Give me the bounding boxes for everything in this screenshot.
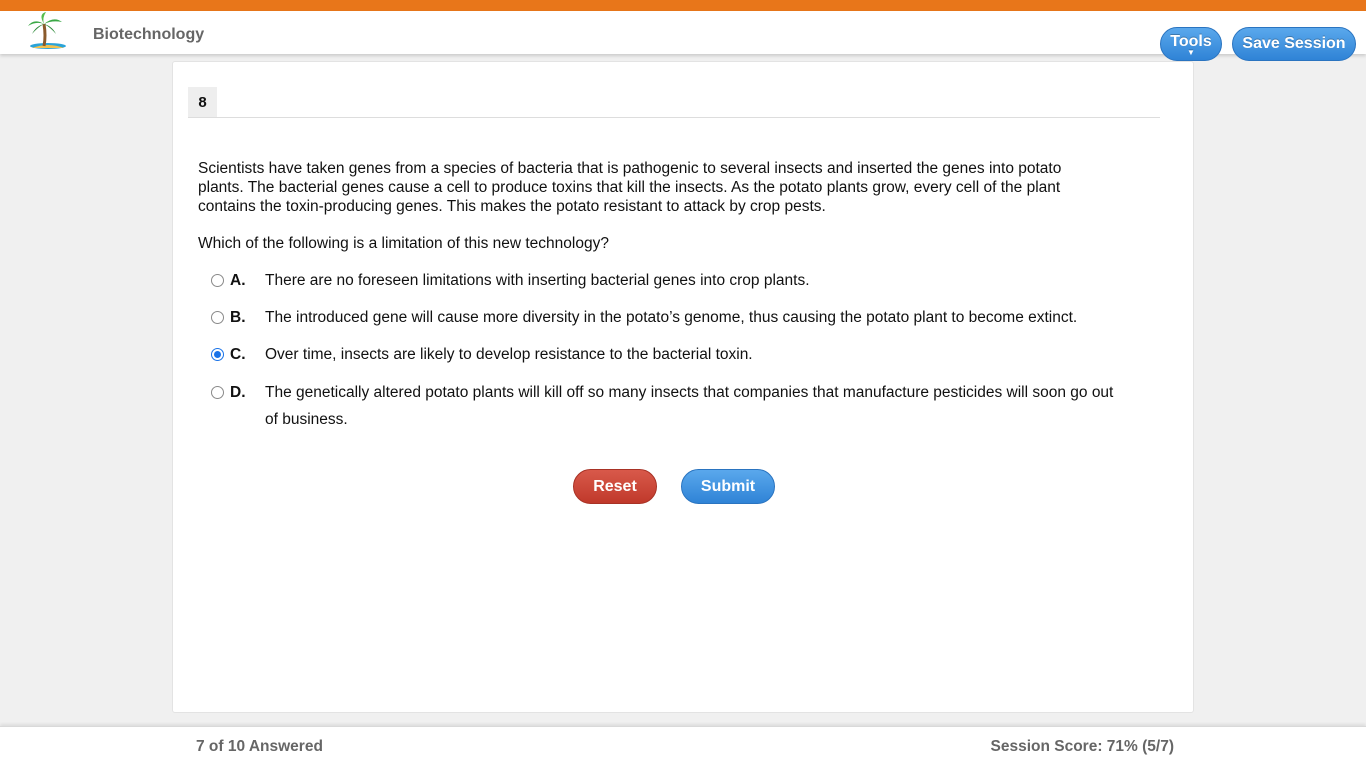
choice-letter: B. [230,309,246,326]
question-card [172,61,1194,713]
question-prompt: Which of the following is a limitation of this new technology? [198,235,609,252]
top-accent-bar [0,0,1366,11]
radio-button[interactable] [211,311,224,324]
question-stem: Scientists have taken genes from a species of bacteria that is pathogenic to several insects and inserted the genes into potato plants. The bacterial genes cause a cell to produce toxins that kill the insects. As the potato plants grow, every cell of the plant contains the toxin-producing genes. This makes the potato resistant to attack by crop pests. [198,160,1062,215]
answered-count: 7 of 10 Answered [196,738,323,755]
footer-bar [0,726,1366,768]
question-number: 8 [188,87,217,117]
choice-letter: D. [230,384,246,401]
reset-button[interactable]: Reset [573,469,657,504]
header-bar [0,11,1366,57]
radio-button[interactable] [211,386,224,399]
choice-text: The introduced gene will cause more diversity in the potato’s genome, thus causing the potato plant to become extinct. [265,309,1078,326]
palm-tree-logo-icon [24,12,68,52]
save-session-button[interactable]: Save Session [1232,27,1356,61]
submit-button[interactable]: Submit [681,469,775,504]
divider [188,117,1160,118]
choice-letter: A. [230,272,246,289]
chevron-down-icon: ▼ [1187,47,1195,57]
choice-text: There are no foreseen limitations with inserting bacterial genes into crop plants. [265,272,810,289]
radio-button[interactable] [211,348,224,361]
page-title: Biotechnology [93,26,205,43]
choice-text: Over time, insects are likely to develop resistance to the bacterial toxin. [265,346,753,363]
radio-button[interactable] [211,274,224,287]
tools-button[interactable] [1160,27,1222,61]
choice-text: The genetically altered potato plants will kill off so many insects that companies that manufacture pesticides will soon go out of business. [265,384,1114,428]
tools-label: Tools [1170,32,1212,50]
session-score: Session Score: 71% (5/7) [990,738,1174,755]
choice-letter: C. [230,346,246,363]
